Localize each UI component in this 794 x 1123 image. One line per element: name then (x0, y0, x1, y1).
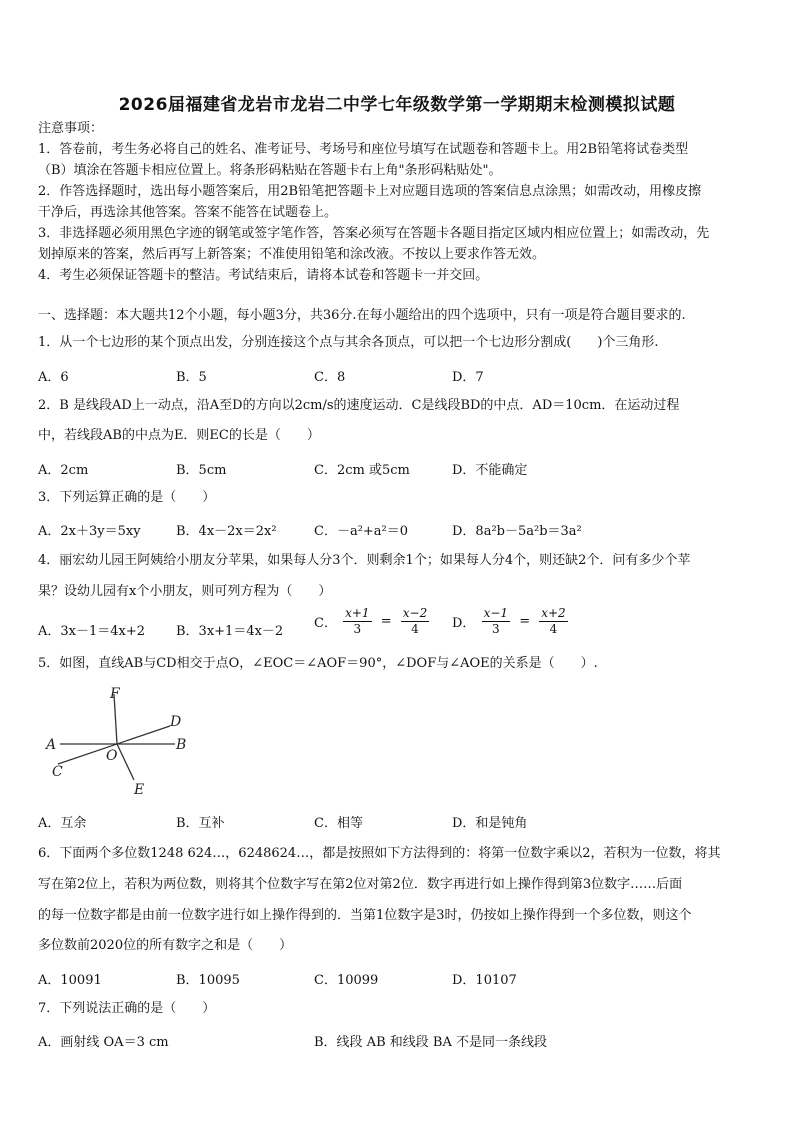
question-6-line2: 写在第2位上，若积为两位数，则将其个位数字写在第2位对第2位．数字再进行如上操作得到第3位数字……后面 (38, 877, 683, 892)
question-6-line4: 多位数前2020位的所有数字之和是（ ） (38, 938, 293, 953)
q6-option-c: C．10099 (314, 973, 379, 988)
notice-item: 3．非选择题必须用黑色字迹的钢笔或签字笔作答，答案必须写在答题卡各题目指定区域内相应位置上；如需改动，先 (38, 226, 710, 241)
q4-option-c-label: C． (314, 616, 337, 631)
q2-option-d: D．不能确定 (452, 463, 528, 478)
section-heading: 一、选择题：本大题共12个小题，每小题3分，共36分.在每小题给出的四个选项中，只有一项是符合题目要求的. (38, 308, 686, 323)
q4-option-b: B．3x+1＝4x－2 (176, 624, 284, 639)
question-6-line1: 6．下面两个多位数1248 624…，6248624…，都是按照如下方法得到的：将第一位数字乘以2，若积为一位数，将其 (38, 846, 721, 861)
q2-option-c: C．2cm 或5cm (314, 463, 410, 478)
q1-option-b: B．5 (176, 370, 207, 385)
equals-sign: = (519, 614, 531, 629)
label-b: B (176, 737, 187, 753)
denominator: 4 (411, 622, 419, 636)
notice-item: 划掉原来的答案，然后再写上新答案；不准使用铅笔和涂改液。不按以上要求作答无效。 (38, 247, 546, 262)
q6-option-d: D．10107 (452, 973, 517, 988)
question-2-line2: 中，若线段AB的中点为E．则EC的长是（ ） (38, 428, 320, 443)
q5-option-a: A．互余 (38, 816, 87, 831)
q6-option-b: B．10095 (176, 973, 240, 988)
notice-item: 4．考生必须保证答题卡的整洁。考试结束后，请将本试卷和答题卡一并交回。 (38, 268, 489, 283)
label-o: O (106, 748, 118, 764)
numerator: x+1 (345, 606, 370, 620)
notice-item: （B）填涂在答题卡相应位置上。将条形码粘贴在答题卡右上角"条形码粘贴处"。 (38, 163, 502, 178)
equals-sign: = (380, 614, 392, 629)
question-4-line1: 4．丽宏幼儿园王阿姨给小朋友分苹果，如果每人分3个．则剩余1个；如果每人分4个，则还缺2个．问有多少个苹 (38, 553, 691, 568)
fraction (482, 606, 510, 637)
question-5-stem: 5．如图，直线AB与CD相交于点O，∠EOC＝∠AOF＝90°，∠DOF与∠AOE的关系是（ ）. (38, 656, 598, 671)
notice-item: 2．作答选择题时，选出每小题答案后，用2B铅笔把答题卡上对应题目选项的答案信息点涂黑；如需改动，用橡皮擦 (38, 184, 702, 199)
q3-option-c: C．－a²+a²＝0 (314, 524, 409, 539)
notice-item: 1．答卷前，考生务必将自己的姓名、准考证号、考场号和座位号填写在试题卷和答题卡上。用2B铅笔将试卷类型 (38, 142, 689, 157)
label-f: F (110, 686, 120, 702)
q1-option-c: C．8 (314, 370, 346, 385)
q4-option-d-label: D． (452, 616, 476, 631)
fraction (401, 606, 429, 637)
q6-option-a: A．10091 (38, 973, 102, 988)
denominator: 3 (491, 622, 500, 636)
numerator: x−1 (483, 606, 509, 620)
question-3-stem: 3．下列运算正确的是（ ） (38, 490, 216, 505)
q3-option-a: A．2x＋3y＝5xy (38, 524, 141, 539)
numerator: x+2 (541, 606, 566, 620)
q5-option-d: D．和是钝角 (452, 816, 528, 831)
denominator: 4 (549, 622, 558, 636)
question-6-line3: 的每一位数字都是由前一位数字进行如上操作得到的．当第1位数字是3时，仍按如上操作得到一个多位数，则这个 (38, 908, 692, 923)
q5-option-c: C．相等 (314, 816, 363, 831)
q3-option-b: B．4x－2x＝2x² (176, 524, 277, 539)
label-e: E (134, 782, 145, 798)
fraction (539, 606, 567, 637)
question-4-line2: 果？设幼儿园有x个小朋友，则可列方程为（ ） (38, 584, 332, 599)
q4-option-c (314, 606, 431, 637)
label-d: D (170, 714, 182, 730)
q2-option-b: B．5cm (176, 463, 227, 478)
q4-option-d (452, 606, 570, 637)
q2-option-a: A．2cm (38, 463, 89, 478)
question-7-stem: 7．下列说法正确的是（ ） (38, 1001, 216, 1016)
question-2-line1: 2．B 是线段AD上一动点，沿A至D的方向以2cm/s的速度运动．C是线段BD的中点．AD＝10cm．在运动过程 (38, 398, 680, 413)
q7-option-a: A．画射线 OA＝3 cm (38, 1035, 169, 1050)
q1-option-d: D．7 (452, 370, 484, 385)
q1-option-a: A．6 (38, 370, 69, 385)
denominator: 3 (353, 622, 362, 636)
ray-oe (117, 744, 134, 780)
notice-heading: 注意事项： (38, 121, 104, 136)
q4-option-a: A．3x－1＝4x+2 (38, 624, 146, 639)
geometry-figure (40, 682, 200, 800)
q3-option-d: D．8a²b－5a²b＝3a² (452, 524, 582, 539)
fraction (343, 606, 371, 637)
label-c: C (52, 764, 63, 780)
q7-option-b: B．线段 AB 和线段 BA 不是同一条线段 (314, 1035, 547, 1050)
numerator: x−2 (402, 606, 428, 620)
q5-option-b: B．互补 (176, 816, 225, 831)
notice-item: 干净后，再选涂其他答案。答案不能答在试题卷上。 (38, 205, 338, 220)
label-a: A (46, 737, 57, 753)
question-1-stem: 1．从一个七边形的某个顶点出发，分别连接这个点与其余各顶点，可以把一个七边形分割成( )个三角形. (38, 335, 659, 350)
page-title: 2026届福建省龙岩市龙岩二中学七年级数学第一学期期末检测模拟试题 (118, 95, 676, 115)
